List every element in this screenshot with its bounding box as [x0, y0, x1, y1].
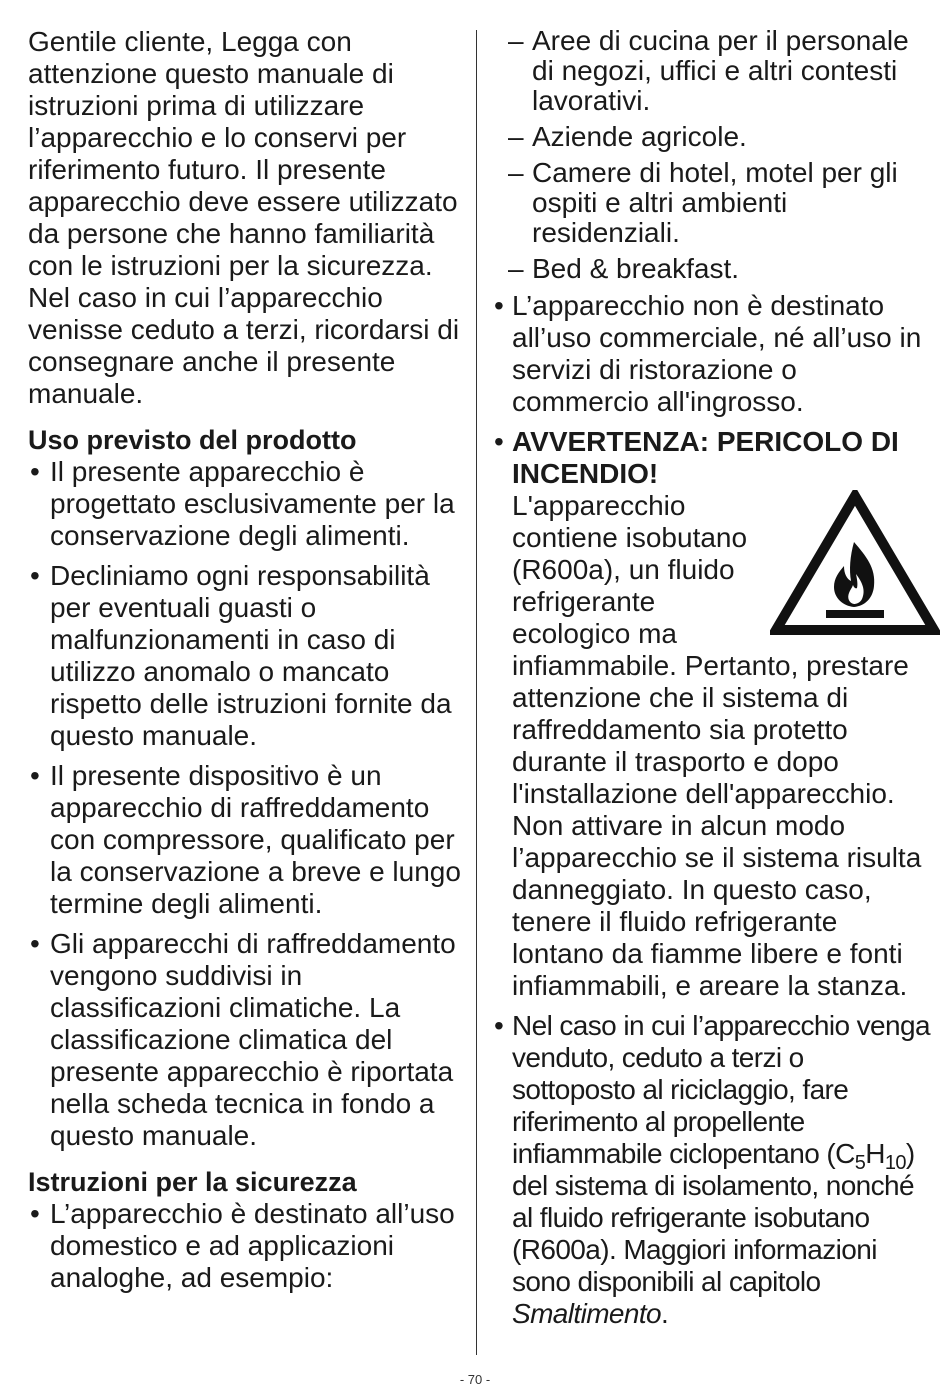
list-item: • Nel caso in cui l’apparecchio venga venduto, ceduto a terzi o sottoposto al riciclaggio, fare riferimento al propellente infiammabile ciclopentano $(C_5H_{10})$ del sistema di isolamento, nonché al fluido refrigerante isobutano (R600a). Maggiori informazioni sono disponibili al capitolo Smaltimento. — [494, 1010, 930, 1329]
list-item: – Bed & breakfast. — [508, 253, 740, 284]
list-item: • L’apparecchio non è destinato all’uso commerciale, né all’uso in servizi di ristorazione o commercio all'ingrosso. — [494, 290, 922, 417]
bullet-mark: • — [30, 760, 40, 791]
intended-use-list — [28, 456, 466, 1152]
warning-item — [492, 426, 932, 1002]
bullet-mark: • — [494, 1010, 504, 1041]
intro-paragraph: Gentile cliente, Legga con attenzione questo manuale di istruzioni prima di utilizzare l’apparecchio e lo conservi per riferimento futuro. Il presente apparecchio deve essere utilizzato da persone che hanno familiarità con le istruzioni per la sicurezza. Nel caso in cui l’apparecchio venisse ceduto a terzi, ricordarsi di consegnare anche il presente manuale. — [28, 26, 460, 409]
dash-mark: – — [508, 253, 524, 284]
list-item: – Aree di cucina per il personale di negozi, uffici e altri contesti lavorativi. — [508, 25, 909, 116]
list-item: – Aziende agricole. — [508, 121, 747, 152]
chapter-reference: Smaltimento — [512, 1298, 662, 1329]
bullet-mark: • — [30, 456, 40, 487]
list-item: • Il presente apparecchio è progettato esclusivamente per la conservazione degli alimenti. — [30, 456, 455, 551]
bullet-mark: • — [494, 426, 504, 457]
bullet-mark: • — [30, 1198, 40, 1229]
dash-mark: – — [508, 25, 524, 56]
list-item: • Gli apparecchi di raffreddamento vengono suddivisi in classificazioni climatiche. La classificazione climatica del presente apparecchio è riportata nella scheda tecnica in fondo a questo manuale. — [30, 928, 456, 1151]
bullet-mark: • — [494, 290, 504, 321]
heading-safety-instructions: Istruzioni per la sicurezza — [28, 1167, 357, 1197]
warning-title: AVVERTENZA: PERICOLO DI INCENDIO! — [512, 426, 899, 489]
page-number: - 70 - — [459, 1372, 491, 1387]
list-item: • Decliniamo ogni responsabilità per eventuali guasti o malfunzionamenti in caso di utilizzo anomalo o mancato rispetto delle istruzioni fornite da questo manuale. — [30, 560, 452, 751]
right-bullet-list — [492, 290, 932, 1330]
warning-text: L'apparecchio contiene isobutano (R600a), un fluido refrigerante ecologico ma infiammabile. Pertanto, prestare attenzione che il sistema di raffreddamento sia protetto durante il trasporto e dopo l'installazione dell'apparecchio. Non attivare in alcun modo l’apparecchio se il sistema risulta danneggiato. In questo caso, tenere il fluido refrigerante lontano da fiamme libere e fonti infiammabili, e areare la stanza. — [512, 490, 922, 1001]
bullet-mark: • — [30, 928, 40, 959]
right-column — [492, 26, 932, 1338]
heading-intended-use: Uso previsto del prodotto — [28, 425, 357, 455]
dash-mark: – — [508, 157, 524, 188]
column-divider — [476, 30, 477, 1355]
list-item: • L’apparecchio è destinato all’uso domestico e ad applicazioni analoghe, ad esempio: — [30, 1198, 455, 1293]
list-item: • Il presente dispositivo è un apparecchio di raffreddamento con compressore, qualificato per la conservazione a breve e lungo termine degli alimenti. — [30, 760, 461, 919]
bullet-mark: • — [30, 560, 40, 591]
usage-examples-list — [492, 26, 932, 284]
safety-list — [28, 1198, 466, 1294]
list-item: – Camere di hotel, motel per gli ospiti e altri ambienti residenziali. — [508, 157, 898, 248]
dash-mark: – — [508, 121, 524, 152]
left-column — [28, 26, 466, 1302]
flammable-warning-triangle-icon — [770, 490, 940, 640]
